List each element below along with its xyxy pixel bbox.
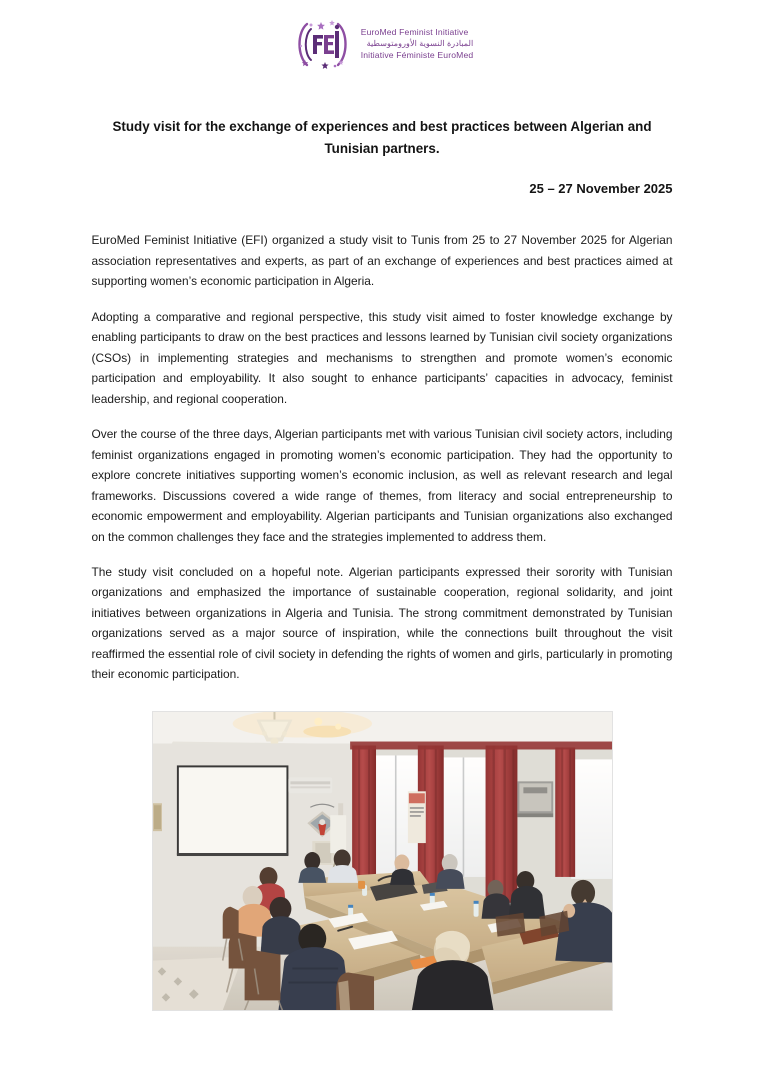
- body-paragraph: Adopting a comparative and regional perspective, this study visit aimed to foster knowledge exchange by enabling participants to draw on the best practices and lessons learned by Tunisian civil society organizations (CSOs) in implementing strategies and mechanisms to strengthen and promote women’s economic participation and employability. It also sought to enhance participants’ capacities in advocacy, feminist leadership, and regional cooperation.: [91, 309, 673, 406]
- organization-name-block: [361, 28, 474, 59]
- meeting-room-photo-illustration: [153, 712, 612, 1010]
- org-name-english: EuroMed Feminist Initiative: [360, 27, 469, 38]
- document-header: [0, 0, 764, 72]
- organization-logo-lockup: [291, 16, 474, 72]
- document-date: 25 – 27 November 2025: [529, 181, 673, 197]
- body-paragraph: The study visit concluded on a hopeful note. Algerian participants expressed their sorority with Tunisian organizations and emphasized the importance of sustainable cooperation, regional solidarity, and joint initiatives between organizations in Algeria and Tunisia. The strong commitment demonstrated by Tunisian organizations served as a major source of inspiration, while the connections built throughout the visit reaffirmed the essential role of civil society in defending the rights of women and girls, particularly in promoting their economic participation.: [91, 564, 673, 682]
- body-paragraph: EuroMed Feminist Initiative (EFI) organized a study visit to Tunis from 25 to 27 November 2025 for Algerian association representatives and experts, as part of an exchange of experiences and best practices aimed at supporting women’s economic participation in Algeria.: [91, 233, 673, 289]
- document-body: [92, 230, 673, 684]
- org-name-arabic: المبادرة النسوية الأورومتوسطية: [366, 38, 474, 48]
- body-paragraph: Over the course of the three days, Algerian participants met with various Tunisian civil society actors, including feminist organizations engaged in promoting women’s economic participation. They had the opportunity to explore concrete initiatives supporting women’s economic inclusion, as well as relevant research and legal frameworks. Discussions covered a wide range of themes, from literacy and social entrepreneurship to economic empowerment and employability. Algerian participants and Tunisian organizations also exchanged on the common challenges they face and the strategies implemented to address them.: [91, 427, 673, 544]
- efi-logo-icon: [291, 16, 353, 72]
- page-title: Study visit for the exchange of experiences and best practices between Algerian and Tunisian partners.: [112, 119, 652, 156]
- org-name-french: Initiative Féministe EuroMed: [360, 50, 474, 61]
- meeting-room-photograph: [152, 711, 613, 1011]
